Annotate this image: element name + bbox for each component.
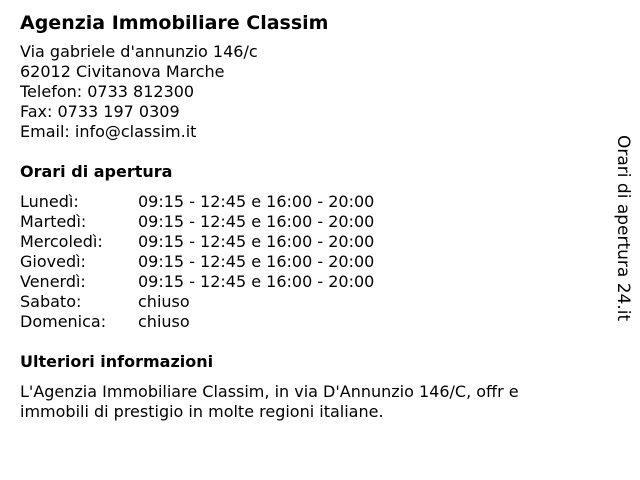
additional-info-heading: Ulteriori informazioni xyxy=(20,352,214,371)
hours-day: Giovedì: xyxy=(20,252,86,271)
hours-time: chiuso xyxy=(138,292,190,311)
hours-time: 09:15 - 12:45 e 16:00 - 20:00 xyxy=(138,192,375,211)
hours-row-monday xyxy=(20,192,600,212)
additional-info-text: L'Agenzia Immobiliare Classim, in via D'Annunzio 146/C, offr e immobili di prestigio in molte regioni italiane. xyxy=(20,382,519,421)
opening-hours-section xyxy=(20,162,600,332)
hours-day: Domenica: xyxy=(20,312,107,331)
additional-info-section xyxy=(20,352,600,422)
hours-time: 09:15 - 12:45 e 16:00 - 20:00 xyxy=(138,232,375,251)
hours-row-thursday xyxy=(20,252,600,272)
business-name: Agenzia Immobiliare Classim xyxy=(20,12,329,34)
hours-row-friday xyxy=(20,272,600,292)
hours-day: Sabato: xyxy=(20,292,82,311)
hours-time: chiuso xyxy=(138,312,190,331)
hours-time: 09:15 - 12:45 e 16:00 - 20:00 xyxy=(138,272,375,291)
site-brand-vertical: Orari di apertura 24.it xyxy=(613,135,633,322)
hours-day: Venerdì: xyxy=(20,272,86,291)
fax-number: Fax: 0733 197 0309 xyxy=(20,102,180,121)
hours-row-sunday xyxy=(20,312,600,332)
email-address: Email: info@classim.it xyxy=(20,122,197,141)
hours-row-wednesday xyxy=(20,232,600,252)
address-line-1: Via gabriele d'annunzio 146/c xyxy=(20,42,258,61)
business-card xyxy=(20,10,600,422)
hours-time: 09:15 - 12:45 e 16:00 - 20:00 xyxy=(138,212,375,231)
hours-day: Lunedì: xyxy=(20,192,79,211)
opening-hours-heading: Orari di apertura xyxy=(20,162,173,181)
hours-day: Martedì: xyxy=(20,212,87,231)
hours-row-saturday xyxy=(20,292,600,312)
hours-time: 09:15 - 12:45 e 16:00 - 20:00 xyxy=(138,252,375,271)
hours-day: Mercoledì: xyxy=(20,232,103,251)
phone-number: Telefon: 0733 812300 xyxy=(20,82,195,101)
address-line-2: 62012 Civitanova Marche xyxy=(20,62,225,81)
hours-row-tuesday xyxy=(20,212,600,232)
